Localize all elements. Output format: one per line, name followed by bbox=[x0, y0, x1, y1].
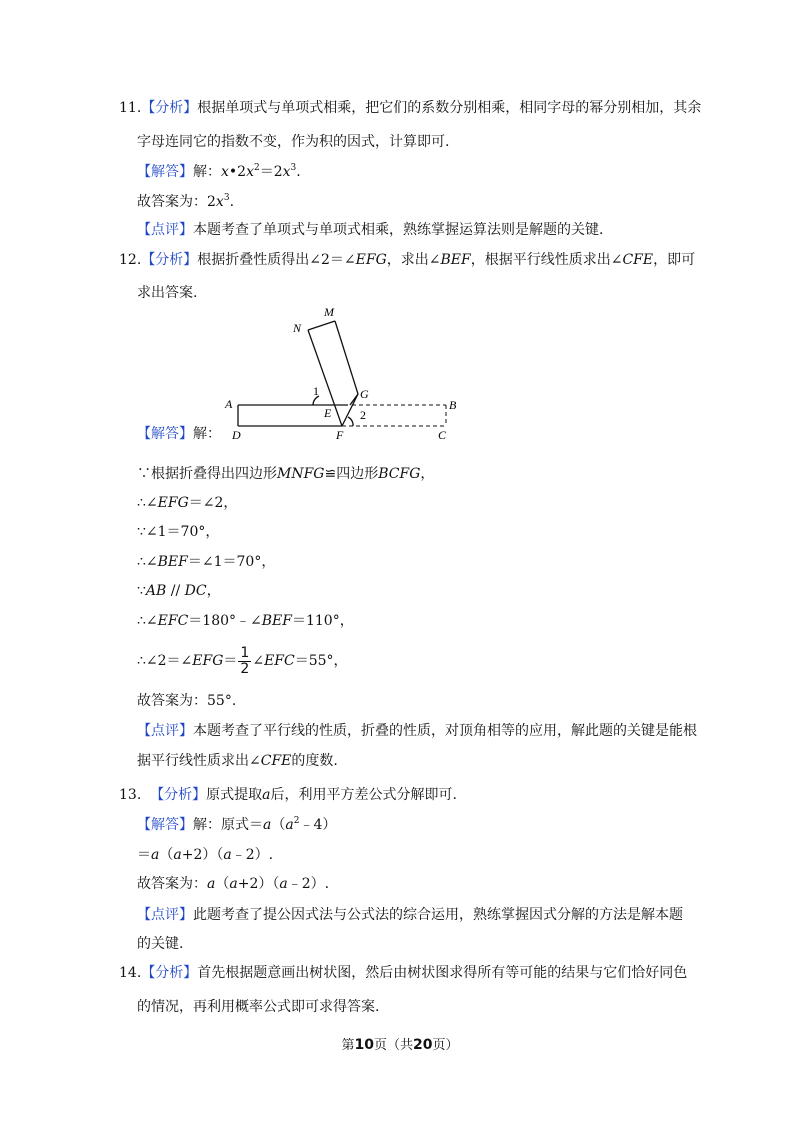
q11-answer-prefix: 解： bbox=[193, 164, 221, 180]
label-c: C bbox=[438, 428, 447, 442]
page-total: 20 bbox=[413, 1037, 433, 1053]
q12-step-4: ∴∠BEF＝∠1＝70°， bbox=[137, 554, 276, 570]
q12-step-1a: ∵根据折叠得出四边形 bbox=[137, 466, 277, 482]
q12-step-1b: ≌四边形 bbox=[324, 466, 379, 482]
q13-comment-line-2 bbox=[137, 935, 183, 953]
label-n: N bbox=[293, 321, 302, 335]
answer-tag: 【解答】 bbox=[137, 426, 193, 442]
comment-tag: 【点评】 bbox=[137, 907, 193, 923]
q11-analysis-line-1 bbox=[119, 99, 701, 117]
figure-line-mg bbox=[335, 321, 358, 394]
answer-tag: 【解答】 bbox=[137, 817, 193, 833]
q12-comment-text-2b: 的度数. bbox=[291, 753, 338, 769]
q12-step-6: ∴∠EFC＝180°﹣∠BEF＝110°， bbox=[137, 613, 354, 629]
q12-answer-line bbox=[137, 425, 221, 443]
label-e: E bbox=[324, 406, 332, 420]
comment-tag: 【点评】 bbox=[137, 222, 193, 238]
q14-analysis-text-2: 的情况，再利用概率公式即可求得答案. bbox=[137, 999, 380, 1015]
q14-analysis-line-2 bbox=[137, 998, 379, 1016]
q14-analysis-line-1 bbox=[119, 964, 687, 982]
q13-answer-line-2 bbox=[137, 846, 273, 864]
q12-step-5b: ， bbox=[206, 583, 221, 599]
q12-comment-text-2: 据平行线性质求出∠ bbox=[137, 753, 261, 769]
q13-analysis-b: 后，利用平方差公式分解即可. bbox=[270, 787, 457, 803]
q12-comment-line-2: 据平行线性质求出∠CFE的度数. bbox=[137, 753, 338, 769]
q12-analysis-a: 根据折叠性质得出∠2＝∠ bbox=[197, 252, 356, 268]
analysis-tag: 【分析】 bbox=[150, 787, 207, 803]
label-d: D bbox=[232, 428, 241, 442]
q13-comment-text-1: 此题考查了提公因式法与公式法的综合运用，熟练掌握因式分解的方法是解本题 bbox=[193, 907, 683, 923]
q11-number: 11. bbox=[119, 100, 142, 116]
q12-comment-line-1 bbox=[137, 722, 697, 740]
q12-step-5a: ∵ bbox=[137, 583, 146, 599]
q13-analysis-a: 原式提取 bbox=[206, 787, 263, 803]
q12-number: 12. bbox=[119, 252, 142, 268]
q12-step-2a: ∴∠ bbox=[137, 495, 158, 511]
q12-step-7a: ∴∠2＝∠ bbox=[137, 653, 193, 669]
q12-step-3 bbox=[137, 523, 219, 541]
label-2: 2 bbox=[360, 408, 366, 422]
analysis-tag: 【分析】 bbox=[141, 100, 198, 116]
label-b: B bbox=[449, 398, 457, 412]
page-number: 10 bbox=[354, 1037, 374, 1053]
q12-analysis-line-2 bbox=[137, 284, 197, 302]
q13-analysis-line: 13. 【分析】原式提取a后，利用平方差公式分解即可. bbox=[119, 787, 457, 803]
q14-analysis-text-1: 首先根据题意画出树状图，然后由树状图求得所有等可能的结果与它们恰好同色 bbox=[197, 965, 688, 981]
analysis-tag: 【分析】 bbox=[141, 965, 198, 981]
label-a: A bbox=[225, 397, 233, 411]
fraction-numerator: 1 bbox=[240, 644, 250, 661]
angle-2-arc bbox=[348, 417, 353, 426]
folding-figure bbox=[220, 302, 470, 442]
q12-comment-text-1: 本题考查了平行线的性质，折叠的性质，对顶角相等的应用，解此题的关键是能根 bbox=[193, 723, 697, 739]
q12-step-1: ∵根据折叠得出四边形MNFG≌四边形BCFG， bbox=[137, 466, 435, 482]
footer-post: 页） bbox=[432, 1038, 459, 1053]
comment-tag: 【点评】 bbox=[137, 723, 193, 739]
q13-final-value: a（a+2）（a﹣2）. bbox=[207, 876, 330, 892]
q14-number: 14. bbox=[119, 965, 142, 981]
q12-analysis-b: ，求出∠ bbox=[386, 252, 441, 268]
figure-line-gf bbox=[342, 394, 358, 426]
q13-final-answer bbox=[137, 875, 329, 893]
q12-step-6a: ∴∠ bbox=[137, 613, 158, 629]
q11-analysis-line-2 bbox=[137, 133, 449, 151]
q12-step-4a: ∴∠ bbox=[137, 554, 158, 570]
q11-analysis-text-2: 字母连同它的指数不变，作为积的因式，计算即可. bbox=[137, 134, 450, 150]
q12-step-7c: ∠ bbox=[252, 653, 265, 669]
q13-comment-text-2: 的关键. bbox=[137, 936, 184, 952]
q12-step-7: ∴∠2＝∠EFG＝ $\frac{1}{2}$ ∠EFC＝55°， bbox=[137, 644, 348, 677]
q12-analysis-text-2: 求出答案. bbox=[137, 285, 198, 301]
q13-answer-prefix: 解：原式＝ bbox=[193, 817, 263, 833]
q13-final-label: 故答案为： bbox=[137, 876, 207, 892]
q12-step-2: ∴∠EFG＝∠2， bbox=[137, 495, 238, 511]
q12-step-3a: ∵∠1＝70°， bbox=[137, 524, 220, 540]
label-g: G bbox=[360, 387, 369, 401]
label-1: 1 bbox=[313, 384, 319, 398]
q12-step-2b: ＝∠2， bbox=[188, 495, 238, 511]
q11-answer-formula: $x•2x^2=2x^3$. bbox=[221, 163, 301, 180]
analysis-tag: 【分析】 bbox=[141, 252, 198, 268]
q11-final-label: 故答案为： bbox=[137, 194, 207, 210]
q11-comment-line bbox=[137, 221, 603, 239]
q12-step-5: ∵AB // DC， bbox=[137, 583, 221, 599]
q12-analysis-c: ，根据平行线性质求出∠ bbox=[470, 252, 623, 268]
answer-tag: 【解答】 bbox=[137, 164, 193, 180]
q12-final-answer bbox=[137, 692, 236, 710]
page-footer bbox=[0, 1034, 800, 1053]
q13-answer-line bbox=[137, 816, 336, 834]
q12-analysis-d: ，即可 bbox=[653, 252, 696, 268]
fraction-denominator: 2 bbox=[240, 660, 250, 677]
q12-step-7b: ＝ bbox=[223, 653, 238, 669]
q12-step-4b: ＝∠1＝70°， bbox=[187, 554, 276, 570]
q13-answer-formula: $a(a^2﹣4)$ bbox=[263, 816, 337, 833]
q11-comment-text: 本题考查了单项式与单项式相乘，熟练掌握运算法则是解题的关键. bbox=[193, 222, 604, 238]
fraction-one-half bbox=[238, 646, 251, 677]
q12-step-7d: ＝55°， bbox=[294, 653, 348, 669]
label-m: M bbox=[324, 305, 334, 319]
q11-answer-line bbox=[137, 163, 301, 181]
q12-analysis-line-1: 12.【分析】根据折叠性质得出∠2＝∠EFG，求出∠BEF，根据平行线性质求出∠CFE，即可 bbox=[119, 252, 696, 268]
label-f: F bbox=[336, 428, 344, 442]
figure-line-nm bbox=[308, 321, 335, 330]
q12-answer-prefix: 解： bbox=[193, 426, 221, 442]
q12-final-text: 故答案为：55°. bbox=[137, 693, 237, 709]
q13-comment-line-1 bbox=[137, 906, 683, 924]
q13-answer-formula-2: ＝a（a+2）（a﹣2）. bbox=[137, 847, 274, 863]
footer-pre: 第 bbox=[341, 1038, 355, 1053]
q11-analysis-text: 根据单项式与单项式相乘，把它们的系数分别相乘，相同字母的幂分别相加，其余 bbox=[197, 100, 702, 116]
footer-mid: 页（共 bbox=[373, 1038, 413, 1053]
q11-final-value: $2x^3$. bbox=[207, 193, 235, 210]
q11-final-answer bbox=[137, 193, 234, 211]
q12-step-6b: ＝180°﹣∠ bbox=[188, 613, 262, 629]
q13-number: 13. bbox=[119, 787, 142, 803]
q12-step-6c: ＝110°， bbox=[291, 613, 354, 629]
